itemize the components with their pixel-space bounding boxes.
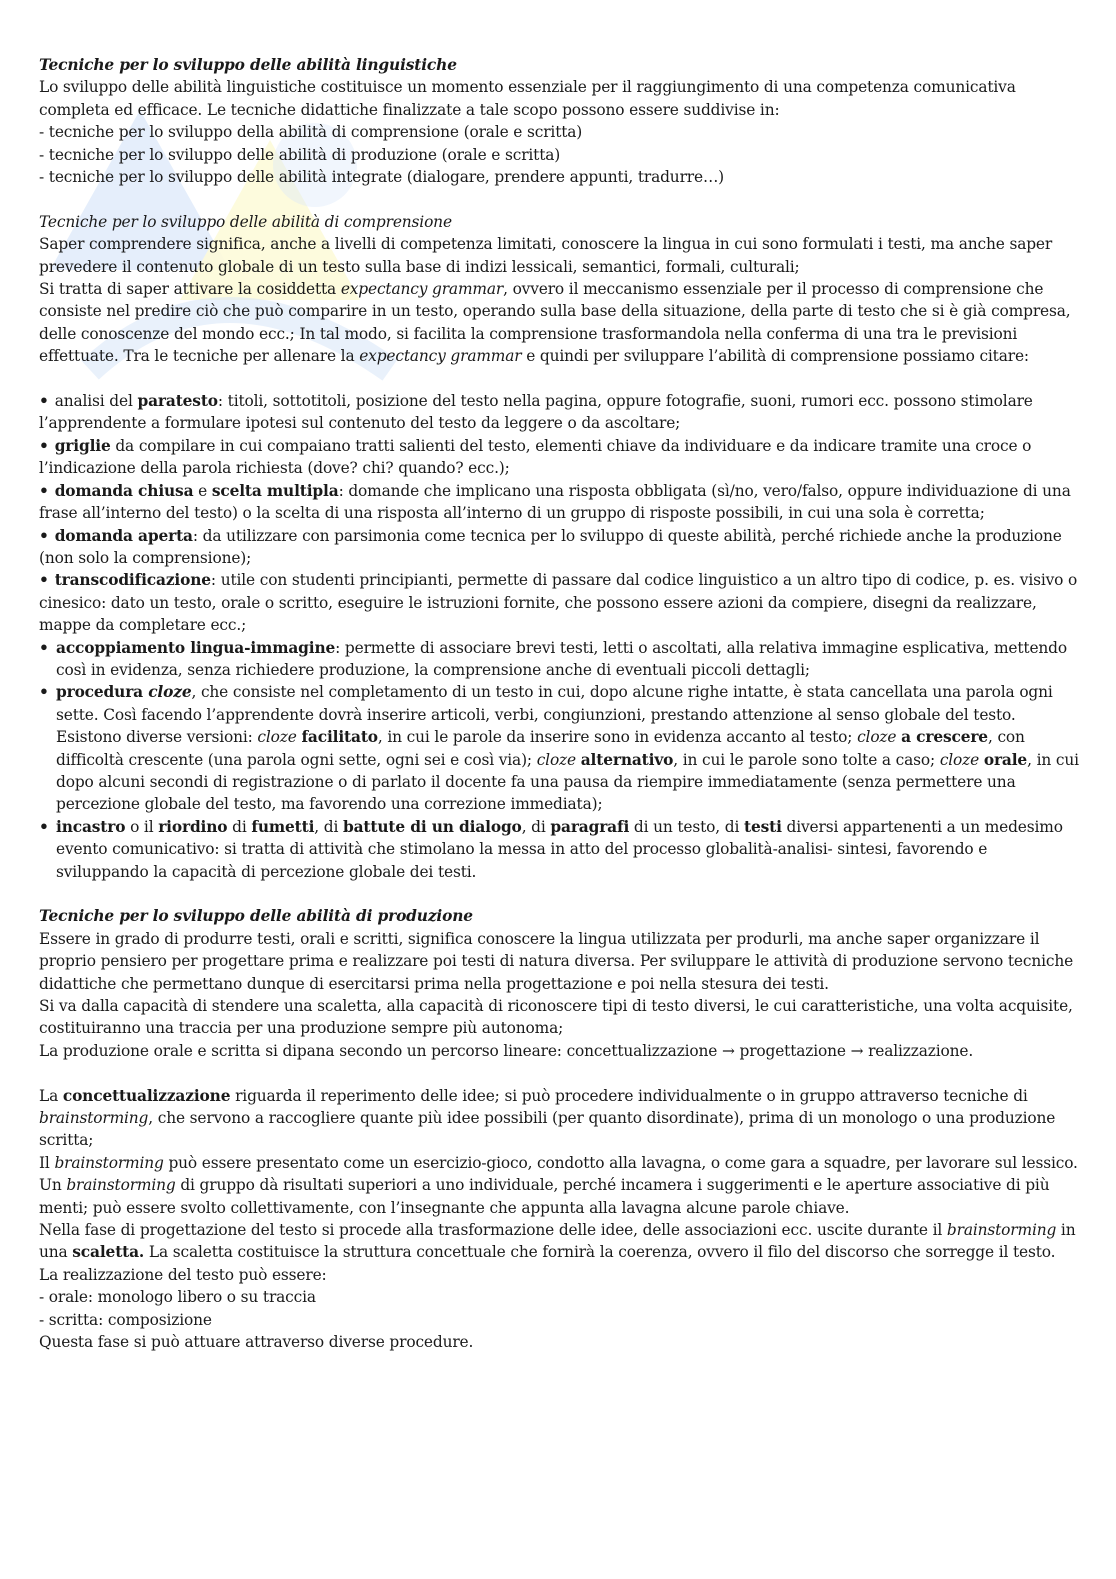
- paragraph: Essere in grado di produrre testi, orali e scritti, significa conoscere la lingua utilizzata per produrli, ma anche saper organizzare il proprio pensiero per progettare prima e realizzare poi testi di natura diversa. Per sviluppare le attività di produzione servono tecniche didattiche che permettano dunque di esercitarsi prima nella progettazione e poi nella stesura dei testi.: [39, 929, 1074, 993]
- paragraph: La concettualizzazione riguarda il reperimento delle idee; si può procedere individualmente o in gruppo attraverso tecniche di brainstorming, che servono a raccogliere quante più idee possibili (per quanto disordinate), prima di un monologo o una produzione scritta;: [39, 1086, 1056, 1150]
- paragraph: La produzione orale e scritta si dipana secondo un percorso lineare: concettualizzazione → progettazione → realizzazione.: [39, 1041, 974, 1060]
- list-item: • incastro o il riordino di fumetti, di battute di un dialogo, di paragrafi di un testo, di testi diversi appartenenti a un medesimo evento comunicativo: si tratta di attività che stimolano la messa in atto del processo globalità-analisi- sintesi, favorendo e sviluppando la capacità di percezione globale dei testi.: [39, 817, 1063, 881]
- list-item: - tecniche per lo sviluppo delle abilità di produzione (orale e scritta): [39, 145, 561, 164]
- list-item: • transcodificazione: utile con studenti principianti, permette di passare dal codice linguistico a un altro tipo di codice, p. es. visivo o cinesico: dato un testo, orale o scritto, eseguire le istruzioni fornite, che possono essere azioni da compiere, disegni da realizzare, mappe da completare ecc.;: [39, 571, 1078, 635]
- paragraph: Questa fase si può attuare attraverso diverse procedure.: [39, 1333, 474, 1352]
- paragraph: Lo sviluppo delle abilità linguistiche costituisce un momento essenziale per il raggiungimento di una competenza comunicativa completa ed efficace. Le tecniche didattiche finalizzate a tale scopo possono essere suddivise in:: [39, 78, 1016, 119]
- heading-comprensione: Tecniche per lo sviluppo delle abilità di comprensione: [39, 212, 452, 231]
- list-item: • accoppiamento lingua-immagine: permette di associare brevi testi, letti o ascoltati, alla relativa immagine esplicativa, mettendo così in evidenza, senza richiedere produzione, la comprensione anche di eventuali piccoli dettagli;: [39, 638, 1067, 679]
- paragraph: La realizzazione del testo può essere:: [39, 1265, 327, 1284]
- list-item: • procedura cloze, che consiste nel completamento di un testo in cui, dopo alcune righe intatte, è stata cancellata una parola ogni sette. Così facendo l’apprendente dovrà inserire articoli, verbi, congiunzioni, prestando attenzione al senso globale del testo. Esistono diverse versioni: cloze facilitato, in cui le parole da inserire sono in evidenza accanto al testo; cloze a crescere, con difficoltà crescente (una parola ogni sette, ogni sei e così via); cloze alternativo, in cui le parole sono tolte a caso; cloze orale, in cui dopo alcuni secondi di registrazione o di parlato il docente fa una pausa da riempire immediatamente (senza permettere una percezione globale del testo, ma favorendo una correzione immediata);: [39, 683, 1079, 814]
- techniques-list: [39, 390, 1079, 636]
- paragraph: Un brainstorming di gruppo dà risultati superiori a uno individuale, perché incamera i suggerimenti e le aperture associative di più menti; può essere svolto collettivamente, con l’insegnante che appunta alla lavagna alcune parole chiave.: [39, 1176, 1050, 1217]
- paragraph: Il brainstorming può essere presentato come un esercizio-gioco, condotto alla lavagna, o come gara a squadre, per lavorare sul lessico.: [39, 1153, 1078, 1172]
- list-item: • analisi del paratesto: titoli, sottotitoli, posizione del testo nella pagina, oppure fotografie, suoni, rumori ecc. possono stimolare l’apprendente a formulare ipotesi sul contenuto del testo da leggere o da ascoltare;: [39, 392, 1033, 433]
- list-item: • griglie da compilare in cui compaiano tratti salienti del testo, elementi chiave da individuare e da indicare tramite una croce o l’indicazione della parola richiesta (dove? chi? quando? ecc.);: [39, 436, 1032, 478]
- paragraph: Saper comprendere significa, anche a livelli di competenza limitati, conoscere la lingua in cui sono formulati i testi, ma anche saper prevedere il contenuto globale di un testo sulla base di indizi lessicali, semantici, formali, culturali;: [39, 235, 1053, 276]
- list-item: - orale: monologo libero o su traccia: [39, 1288, 316, 1307]
- heading-abilita-linguistiche: Tecniche per lo sviluppo delle abilità linguistiche: [39, 56, 457, 74]
- list-item: - scritta: composizione: [39, 1310, 212, 1329]
- paragraph: Si va dalla capacità di stendere una scaletta, alla capacità di riconoscere tipi di testo diversi, le cui caratteristiche, una volta acquisite, costituiranno una traccia per una produzione sempre più autonoma;: [39, 997, 1073, 1038]
- list-item: • domanda chiusa e scelta multipla: domande che implicano una risposta obbligata (sì/no, vero/falso, oppure individuazione di una frase all’interno del testo) o la scelta di una risposta all’interno di un gruppo di risposte possibili, in cui una sola è corretta;: [39, 481, 1071, 523]
- paragraph: Si tratta di saper attivare la cosiddetta expectancy grammar, ovvero il meccanismo essenziale per il processo di comprensione che consiste nel predire ciò che può comparire in un testo, operando sulla base della situazione, della parte di testo che si è già compresa, delle conoscenze del mondo ecc.; In tal modo, si facilita la comprensione trasformandola nella conferma di una tra le previsioni effettuate. Tra le tecniche per allenare la expectancy grammar e quindi per sviluppare l’abilità di comprensione possiamo citare:: [39, 280, 1071, 366]
- list-item: - tecniche per lo sviluppo delle abilità integrate (dialogare, prendere appunti, tradurre…): [39, 168, 725, 187]
- list-item: - tecniche per lo sviluppo della abilità di comprensione (orale e scritta): [39, 123, 583, 142]
- list-item: • domanda aperta: da utilizzare con parsimonia come tecnica per lo sviluppo di queste abilità, perché richiede anche la produzione (non solo la comprensione);: [39, 526, 1062, 567]
- paragraph: Nella fase di progettazione del testo si procede alla trasformazione delle idee, delle associazioni ecc. uscite durante il brainstorming in una scaletta. La scaletta costituisce la struttura concettuale che fornirà la coerenza, ovvero il filo del discorso che sorregge il testo.: [39, 1221, 1076, 1262]
- document-body: [39, 54, 1079, 1354]
- heading-produzione: Tecniche per lo sviluppo delle abilità di produzione: [39, 907, 473, 926]
- techniques-list-indented: [39, 637, 1079, 883]
